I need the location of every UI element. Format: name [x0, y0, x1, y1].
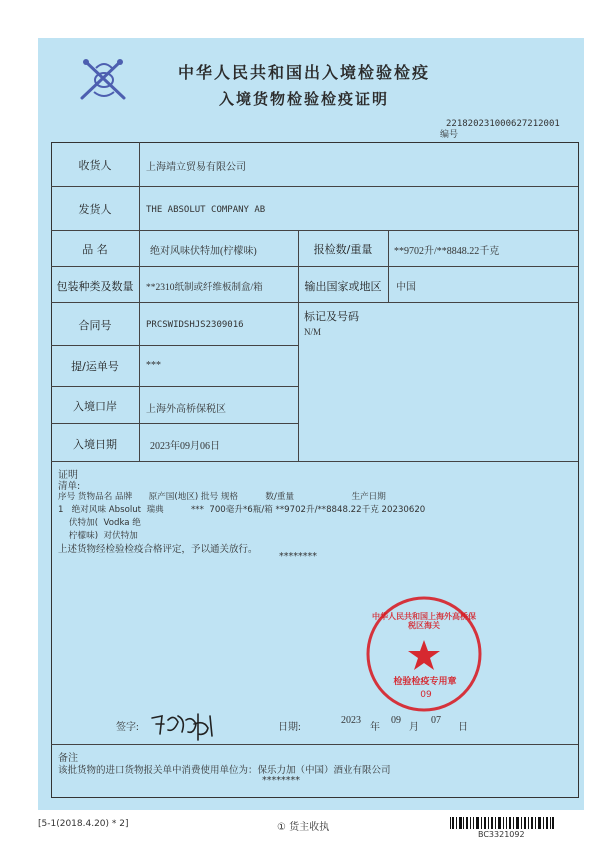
goods-columns: 序号 货物品名 品牌 原产国(地区) 批号 规格 数/重量 生产日期	[58, 492, 386, 502]
remarks-end-mark: ********	[262, 775, 300, 786]
document-title: 中华人民共和国出入境检验检疫	[177, 63, 430, 82]
barcode-number: BC3321092	[478, 830, 525, 839]
port-label: 入境口岸	[73, 400, 117, 413]
origin-value: 中国	[396, 282, 416, 293]
certificate-heading: 证明	[58, 470, 78, 481]
contract-label: 合同号	[78, 319, 112, 332]
packaging-value: **2310纸制或纤维板制盒/箱	[146, 283, 263, 293]
end-mark: ********	[279, 551, 317, 562]
certificate-number-label: 编号	[440, 130, 459, 140]
entry-date-label: 入境日期	[73, 438, 117, 451]
seal-ring-text: 中华人民共和国上海外高桥保税区海关	[372, 612, 476, 630]
quantity-value: **9702升/**8848.22千克	[394, 246, 500, 257]
signature-label: 签字:	[116, 722, 139, 733]
sign-day: 07	[431, 715, 441, 726]
remarks-text: 该批货物的进口货物报关单中消费使用单位为：保乐力加（中国）酒业有限公司	[58, 765, 391, 776]
seal-center-text: 检验检疫专用章	[393, 677, 457, 687]
date-label: 日期:	[278, 722, 301, 733]
document-subtitle: 入境货物检验检疫证明	[218, 90, 389, 108]
sign-day-unit: 日	[458, 722, 468, 733]
consignee-value: 上海靖立贸易有限公司	[146, 162, 246, 173]
bl-label: 提/运单号	[71, 360, 119, 373]
sign-year-unit: 年	[370, 722, 380, 733]
consignor-value: THE ABSOLUT COMPANY AB	[146, 205, 266, 215]
release-statement: 上述货物经检验检疫合格评定，予以通关放行。	[58, 544, 258, 555]
consignee-label: 收货人	[78, 159, 112, 172]
bl-value: ***	[146, 360, 161, 371]
copy-label: ① 货主收执	[277, 822, 330, 833]
sign-year: 2023	[341, 715, 361, 726]
handwritten-signature	[148, 710, 222, 746]
consignor-label: 发货人	[78, 203, 112, 216]
list-label: 清单:	[58, 481, 81, 492]
entry-date-value: 2023年09月06日	[150, 441, 220, 452]
product-label: 品 名	[82, 243, 108, 256]
marks-value: N/M	[304, 327, 322, 337]
product-value: 绝对风味伏特加(柠檬味)	[150, 246, 257, 257]
barcode-icon	[450, 817, 554, 829]
form-code: [5-1(2018.4.20) * 2]	[38, 819, 129, 829]
seal-code: 09	[420, 690, 432, 700]
goods-row: 1 绝对风味 Absolut 瑞典 *** 700毫升*6瓶/箱 **9702升/**8848.22千克 20230620	[58, 505, 426, 515]
port-value: 上海外高桥保税区	[146, 404, 226, 415]
sign-month: 09	[391, 715, 401, 726]
goods-row-cont: 伏特加( Vodka 绝	[58, 518, 141, 528]
quantity-label: 报检数/重量	[313, 243, 373, 256]
remarks-label: 备注	[58, 753, 78, 764]
marks-label: 标记及号码	[304, 310, 359, 323]
origin-label: 输出国家或地区	[304, 280, 382, 293]
certificate-number: 221820231000627212001	[446, 119, 560, 129]
contract-value: PRCSWIDSHJS2309016	[146, 320, 244, 330]
sign-month-unit: 月	[409, 722, 419, 733]
packaging-label: 包装种类及数量	[56, 280, 134, 293]
goods-row-cont: 柠檬味) 对伏特加	[58, 531, 138, 541]
